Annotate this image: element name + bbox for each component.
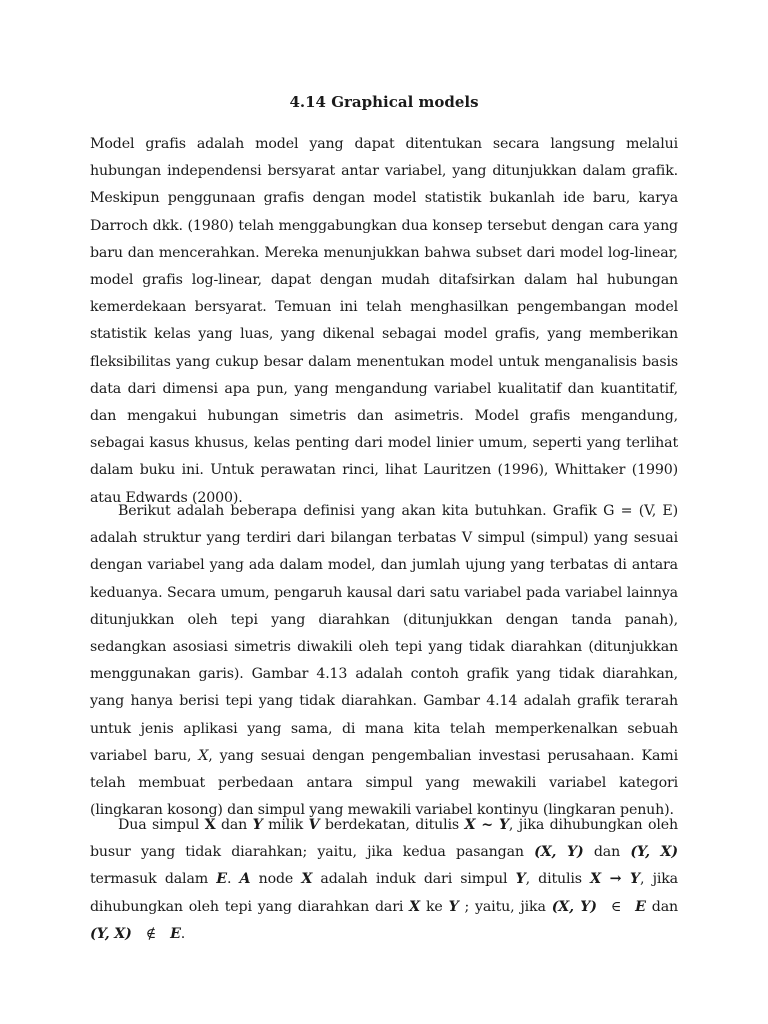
paragraph-3 xyxy=(90,812,678,948)
directed-notation: X → Y xyxy=(590,871,641,888)
p3-text: berdekatan, ditulis xyxy=(319,817,465,833)
paragraph-1-text: Model grafis adalah model yang dapat ditentukan secara langsung melalui hubungan independensi bersyarat antar variabel, yang ditunjukkan dalam grafik. Meskipun penggunaan grafis dengan model statistik bukanlah ide baru, karya Darroch dkk. (1980) telah menggabungkan dua konsep tersebut dengan cara yang baru dan mencerahkan. Mereka menunjukkan bahwa subset dari model log-linear, model grafis log-linear, dapat dengan mudah ditafsirkan dalam hal hubungan kemerdekaan bersyarat. Temuan ini telah menghasilkan pengembangan model statistik kelas yang luas, yang dikenal sebagai model grafis, yang memberikan fleksibilitas yang cukup besar dalam menentukan model untuk menganalisis basis data dari dimensi apa pun, yang mengandung variabel kualitatif dan kuantitatif, dan mengakui hubungan simetris dan asimetris. Model grafis mengandung, sebagai kasus khusus, kelas penting dari model linier umum, seperti yang terlihat dalam buku ini. Untuk perawatan rinci, lihat Lauritzen (1996), Whittaker (1990) atau Edwards (2000). xyxy=(90,136,678,506)
p3-text: . xyxy=(226,871,240,888)
p3-text: ; yaitu, jika xyxy=(458,898,552,915)
pair-xy: (X, Y) xyxy=(534,844,584,861)
var-v: V xyxy=(308,817,320,833)
p3-text: . xyxy=(180,925,186,942)
var-x: X xyxy=(409,898,421,915)
p3-text: ke xyxy=(420,898,449,915)
paragraph-2-part1: Berikut adalah beberapa definisi yang akan kita butuhkan. Grafik G = (V, E) adalah struktur yang terdiri dari bilangan terbatas V simpul (simpul) yang sesuai dengan variabel yang ada dalam model, dan jumlah ujung yang terbatas di antara keduanya. Secara umum, pengaruh kausal dari satu variabel pada variabel lainnya ditunjukkan oleh tepi yang diarahkan (ditunjukkan dengan tanda panah), sedangkan asosiasi simetris diwakili oleh tepi yang tidak diarahkan (ditunjukkan menggunakan garis). Gambar 4.13 adalah contoh grafik yang tidak diarahkan, yang hanya berisi tepi yang tidak diarahkan. Gambar 4.14 adalah grafik terarah untuk jenis aplikasi yang sama, di mana kita telah memperkenalkan sebuah variabel baru, xyxy=(90,503,678,764)
p3-text: milik xyxy=(262,817,309,833)
set-e: E xyxy=(635,898,646,915)
section-title: 4.14 Graphical models xyxy=(289,93,479,111)
pair-yx: (Y, X) xyxy=(630,844,678,861)
p3-text: termasuk dalam xyxy=(90,871,217,888)
paragraph-3-text xyxy=(90,812,678,948)
paragraph-2-part2: , yang sesuai dengan pengembalian investasi perusahaan. Kami telah membuat perbedaan antara simpul yang mewakili variabel kategori (lingkaran kosong) dan simpul yang mewakili variabel kontinyu (lingkaran penuh). xyxy=(90,747,678,819)
adjacency-notation: X ~ Y xyxy=(464,817,509,833)
var-y: Y xyxy=(448,898,459,915)
p3-text: , jika dihubungkan oleh busur yang tidak diarahkan; yaitu, jika kedua pasangan xyxy=(90,817,678,861)
element-of-symbol: ∈ xyxy=(610,898,622,915)
variable-x: X xyxy=(198,747,209,764)
p3-text: dan xyxy=(215,817,253,833)
not-element-of-symbol: ∉ xyxy=(145,925,157,942)
node-a: A xyxy=(239,871,251,888)
p3-text: , jika dihubungkan oleh tepi yang diarahkan dari xyxy=(90,871,678,915)
var-y: Y xyxy=(252,817,263,833)
set-e: E xyxy=(216,871,227,888)
pair-yx: (Y, X) xyxy=(90,925,132,942)
p3-text: adalah induk dari simpul xyxy=(312,871,516,888)
paragraph-1 xyxy=(90,131,678,512)
p3-text: , ditulis xyxy=(525,871,591,888)
paragraph-2-text xyxy=(90,498,678,824)
var-x: X xyxy=(204,817,216,833)
var-x: X xyxy=(301,871,313,888)
paragraph-2 xyxy=(90,498,678,824)
p3-text: node xyxy=(250,871,302,888)
p3-text: dan xyxy=(583,844,631,861)
p3-text: dan xyxy=(645,898,678,915)
var-y: Y xyxy=(515,871,526,888)
pair-xy: (X, Y) xyxy=(551,898,597,915)
set-e: E xyxy=(170,925,181,942)
p3-text: Dua simpul xyxy=(118,817,205,833)
